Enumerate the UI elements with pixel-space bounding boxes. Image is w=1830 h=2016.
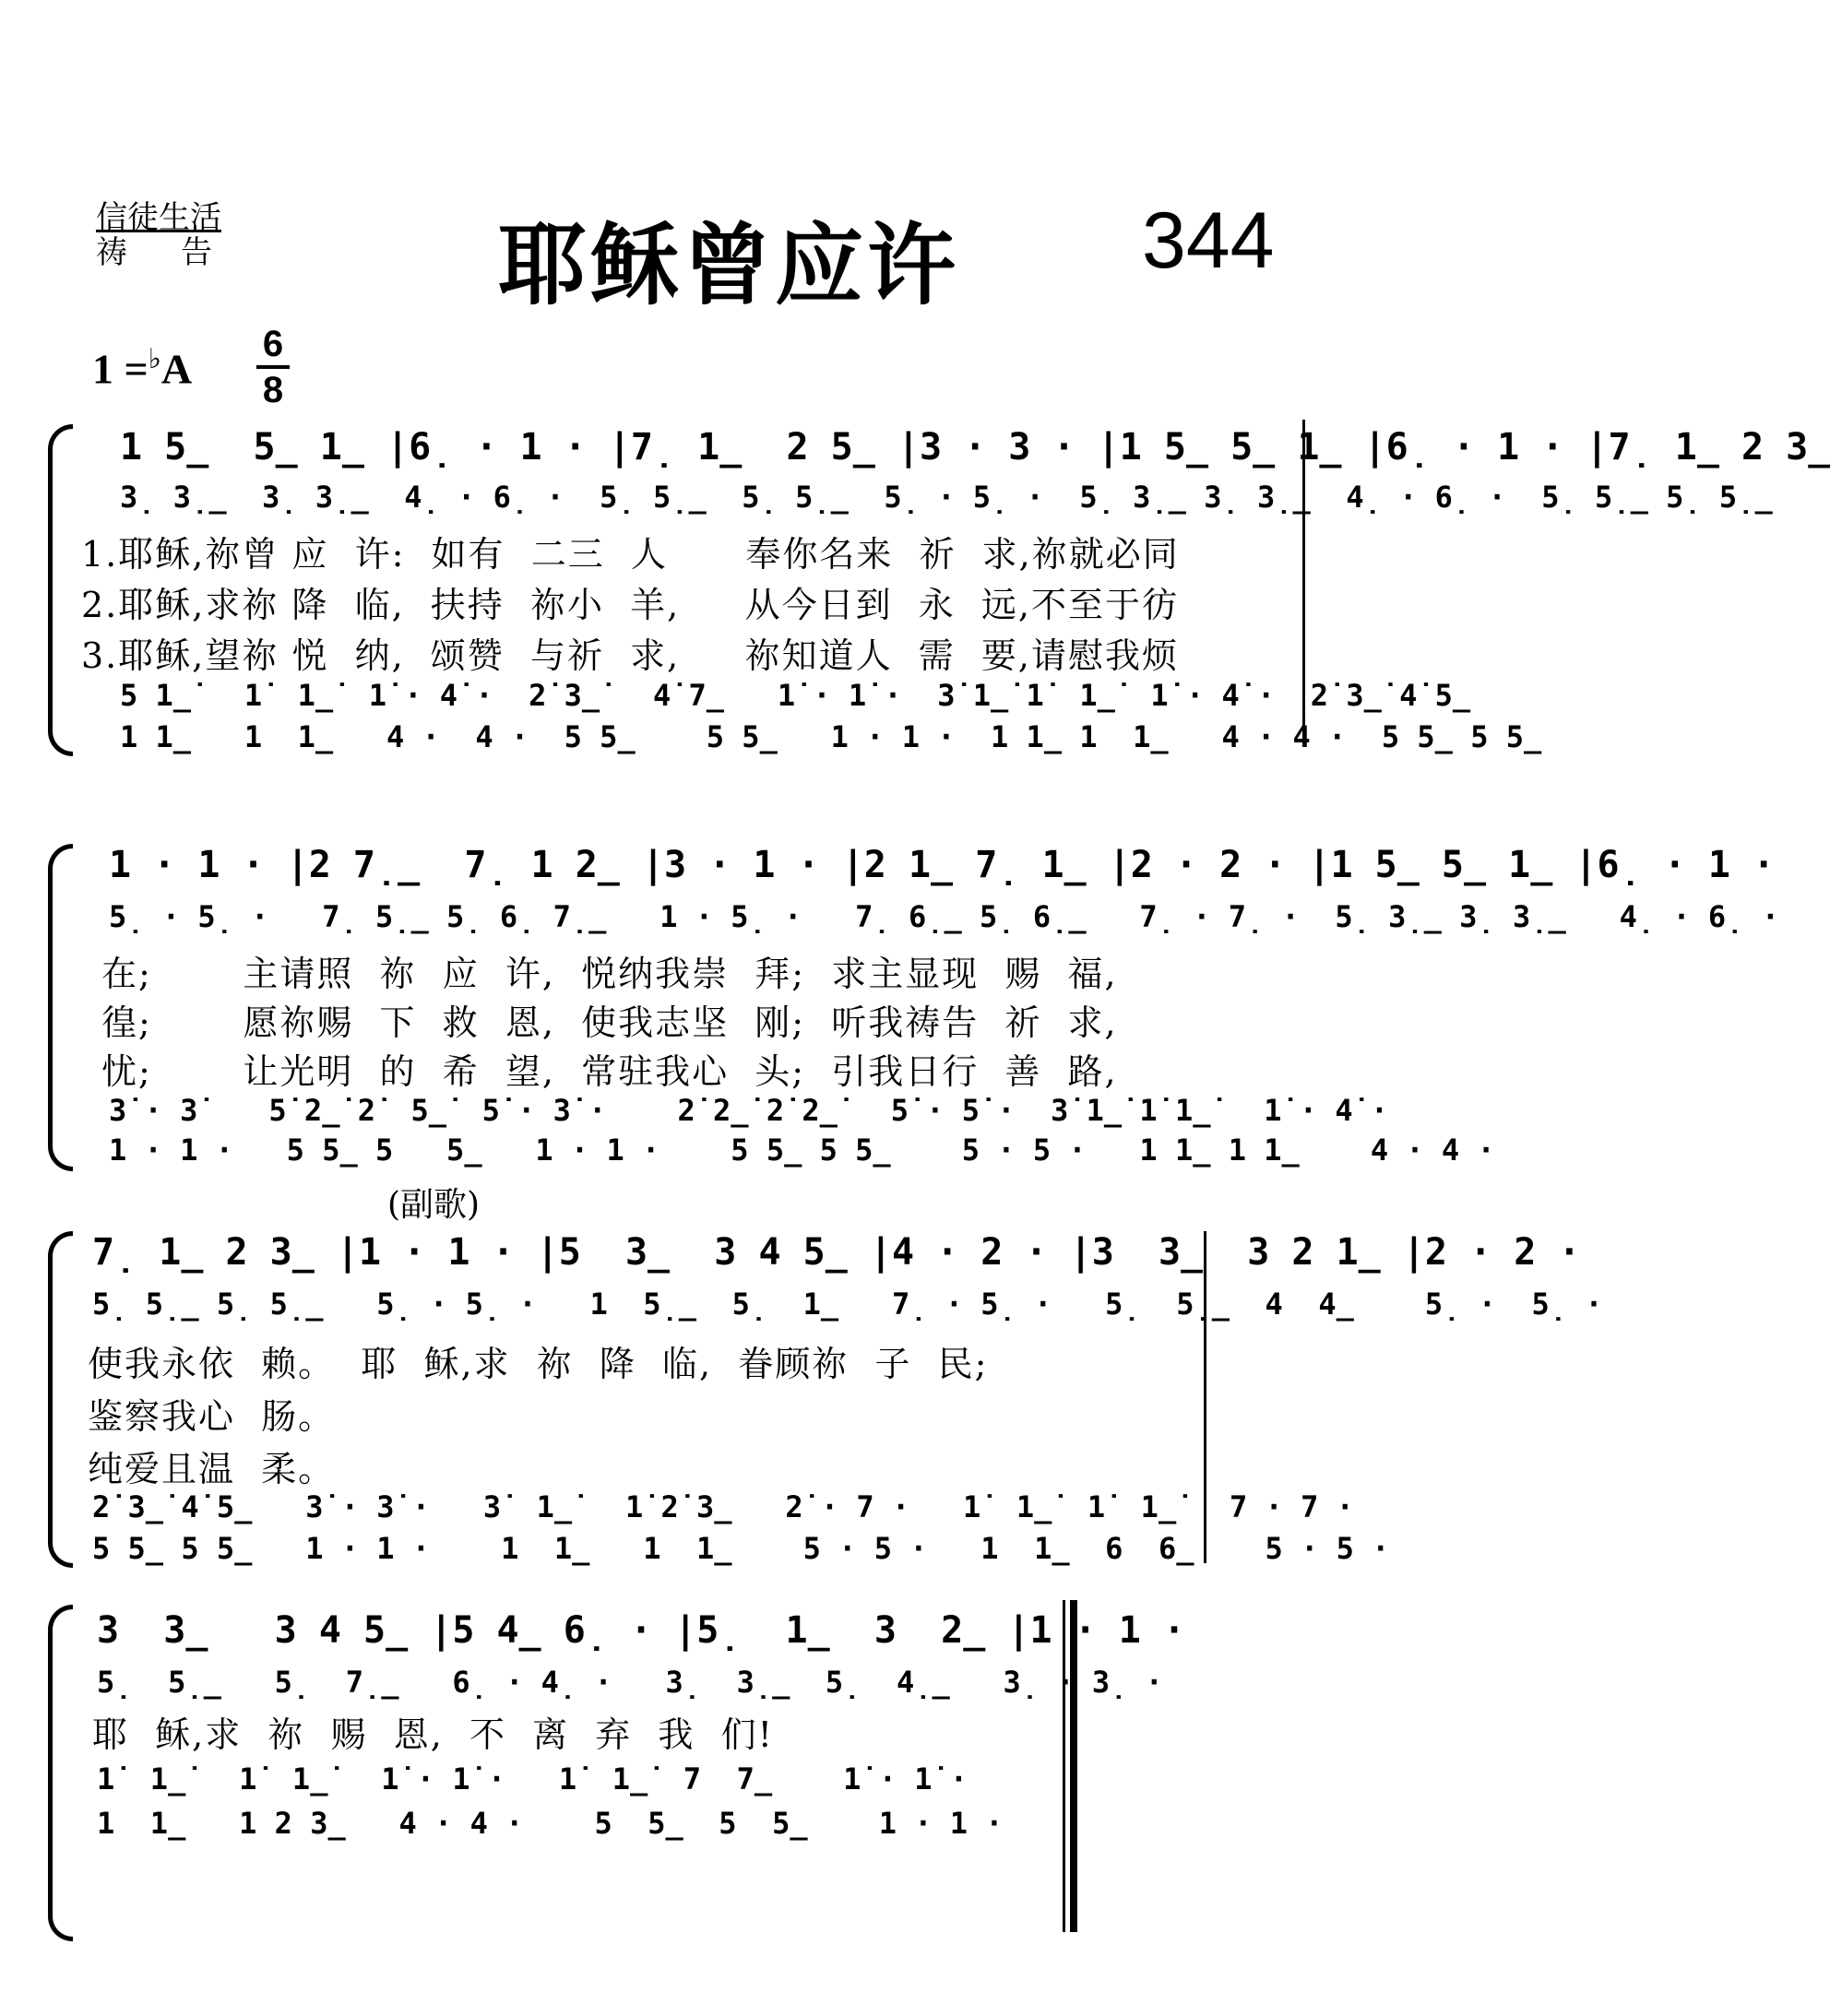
tenor-line: 1̇ 1̲̇ 1̇ 1̲̇ 1̇ · 1̇ · 1̇ 1̲̇ 7 7̲ 1̇ · 1̇ · <box>97 1761 968 1797</box>
time-signature-bar <box>256 365 290 369</box>
system-brace <box>48 1231 73 1568</box>
tenor-line: 3̇ · 3̇ 5̇ 2̲̇ 2̇ 5̲̇ 5̇ · 3̇ · 2̇ 2̲̇ 2̇ 2̲̇ 5̇ · 5̇ · 3̇ 1̲̇ 1̇ 1̲̇ 1̇ · 4̇ · <box>109 1093 1389 1128</box>
tenor-line: 5 1̲̇ 1̇ 1̲̇ 1̇ · 4̇ · 2̇ 3̲̇ 4̇ 7̲ 1̇ · 1̇ · 3̇ 1̲̇ 1̇ 1̲̇ 1̇ · 4̇ · 2̇ 3̲̇ 4̇ 5̲ <box>120 678 1471 713</box>
system-brace <box>48 1605 73 1941</box>
bass-line: 5 5̲ 5 5̲ 1 · 1 · 1 1̲ 1 1̲ 5 · 5 · 1 1̲ 6 6̲ 5 · 5 · <box>92 1531 1390 1566</box>
alto-line: 5̣ · 5̣ · 7̣ 5̣̲ 5̣ 6̣ 7̣̲ 1 · 5̣ · 7̣ 6̣̲ 5̣ 6̣̲ 7̣ · 7̣ · 5̣ 3̣̲ 3̣ 3̣̲ 4̣ · 6̣ · <box>109 899 1779 934</box>
soprano-line: 1 5̲ 5̲ 1̲ |6̣ · 1 · |7̣ 1̲ 2 5̲ |3 · 3 · |1 5̲ 5̲ 1̲ |6̣ · 1 · |7̣ 1̲ 2 3̲ <box>120 426 1830 468</box>
lyric-verse-1: 1.耶稣,祢曾 应 许: 如有 二三 人 奉你名来 祈 求,祢就必同 <box>81 534 1180 575</box>
soprano-line: 1 · 1 · |2 7̣̲ 7̣ 1 2̲ |3 · 1 · |2 1̲ 7̣ 1̲ |2 · 2 · |1 5̲ 5̲ 1̲ |6̣ · 1 · <box>109 844 1776 886</box>
key-note: A <box>160 345 193 393</box>
flat-sign: ♭ <box>148 344 161 374</box>
refrain-heading: (副歌) <box>387 1186 481 1224</box>
time-signature-top: 6 <box>262 324 284 364</box>
lyric-verse-1: 使我永依 赖。 耶 稣,求 祢 降 临, 眷顾祢 子 民; <box>88 1344 989 1384</box>
alto-line: 5̣ 5̣̲ 5̣ 5̣̲ 5̣ · 5̣ · 1 5̣̲ 5̣ 1̲ 7̣ · 5̣ · 5̣ 5̣̲ 4 4̲ 5̣ · 5̣ · <box>92 1287 1603 1322</box>
soprano-line: 3 3̲ 3 4 5̲ |5 4̲ 6̣ · |5̣ 1̲ 3 2̲ |1 · 1 · <box>97 1609 1186 1652</box>
time-signature-bottom: 8 <box>262 370 284 410</box>
lyric-verse-3: 3.耶稣,望祢 悦 纳, 颂赞 与祈 求, 祢知道人 需 要,请慰我烦 <box>81 635 1179 676</box>
alto-line: 3̣ 3̣̲ 3̣ 3̣̲ 4̣ · 6̣ · 5̣ 5̣̲ 5̣ 5̣̲ 5̣ · 5̣ · 5̣ 3̣̲ 3̣ 3̣̲ 4̣ · 6̣ · 5̣ 5̣̲ 5̣ 5̣̲ <box>120 480 1773 515</box>
alto-line: 5̣ 5̣̲ 5̣ 7̣̲ 6̣ · 4̣ · 3̣ 3̣̲ 5̣ 4̣̲ 3̣ · 3̣ · <box>97 1665 1163 1700</box>
lyric-verse-2: 鉴察我心 肠。 <box>88 1396 336 1437</box>
category-label: 信徒生活 <box>96 199 221 236</box>
key-signature <box>92 343 192 393</box>
lyric-verse-2: 徨; 愿祢赐 下 救 恩, 使我志坚 刚; 听我祷告 祈 求, <box>101 1002 1118 1043</box>
tenor-line: 2̇ 3̲̇ 4̇ 5̲ 3̇ · 3̇ · 3̇ 1̲̇ 1̇ 2̇ 3̲ 2̇ · 7 · 1̇ 1̲̇ 1̇ 1̲̇ 7 · 7 · <box>92 1489 1354 1524</box>
lyric-verse-3: 纯爱且温 柔。 <box>88 1449 336 1489</box>
lyric-verse-1: 在; 主请照 祢 应 许, 悦纳我崇 拜; 求主显现 赐 福, <box>101 954 1118 994</box>
hymn-number: 344 <box>1142 196 1275 285</box>
system-brace <box>48 424 73 756</box>
soprano-line: 7̣ 1̲ 2 3̲ |1 · 1 · |5 3̲ 3 4 5̲ |4 · 2 · |3 3̲ 3 2 1̲ |2 · 2 · <box>92 1231 1581 1274</box>
bass-line: 1 · 1 · 5 5̲ 5 5̲ 1 · 1 · 5 5̲ 5 5̲ 5 · 5 · 1 1̲ 1 1̲ 4 · 4 · <box>109 1133 1495 1168</box>
subcategory-label: 祷告 <box>96 234 266 271</box>
key-prefix: 1 = <box>92 345 149 393</box>
bass-line: 1 1̲ 1 1̲ 4 · 4 · 5 5̲ 5 5̲ 1 · 1 · 1 1̲ 1 1̲ 4 · 4 · 5 5̲ 5 5̲ <box>120 719 1542 754</box>
system-brace <box>48 844 73 1171</box>
bass-line: 1 1̲ 1 2 3̲ 4 · 4 · 5 5̲ 5 5̲ 1 · 1 · <box>97 1806 1004 1841</box>
lyric-verse-2: 2.耶稣,求祢 降 临, 扶持 祢小 羊, 从今日到 永 远,不至于彷 <box>81 585 1179 625</box>
lyric-verse-3: 忧; 让光明 的 希 望, 常驻我心 头; 引我日行 善 路, <box>101 1051 1118 1092</box>
time-signature <box>255 325 291 409</box>
hymn-title: 耶稣曾应许 <box>498 214 959 317</box>
lyric-verse-1: 耶 稣,求 祢 赐 恩, 不 离 弃 我 们! <box>92 1714 774 1755</box>
